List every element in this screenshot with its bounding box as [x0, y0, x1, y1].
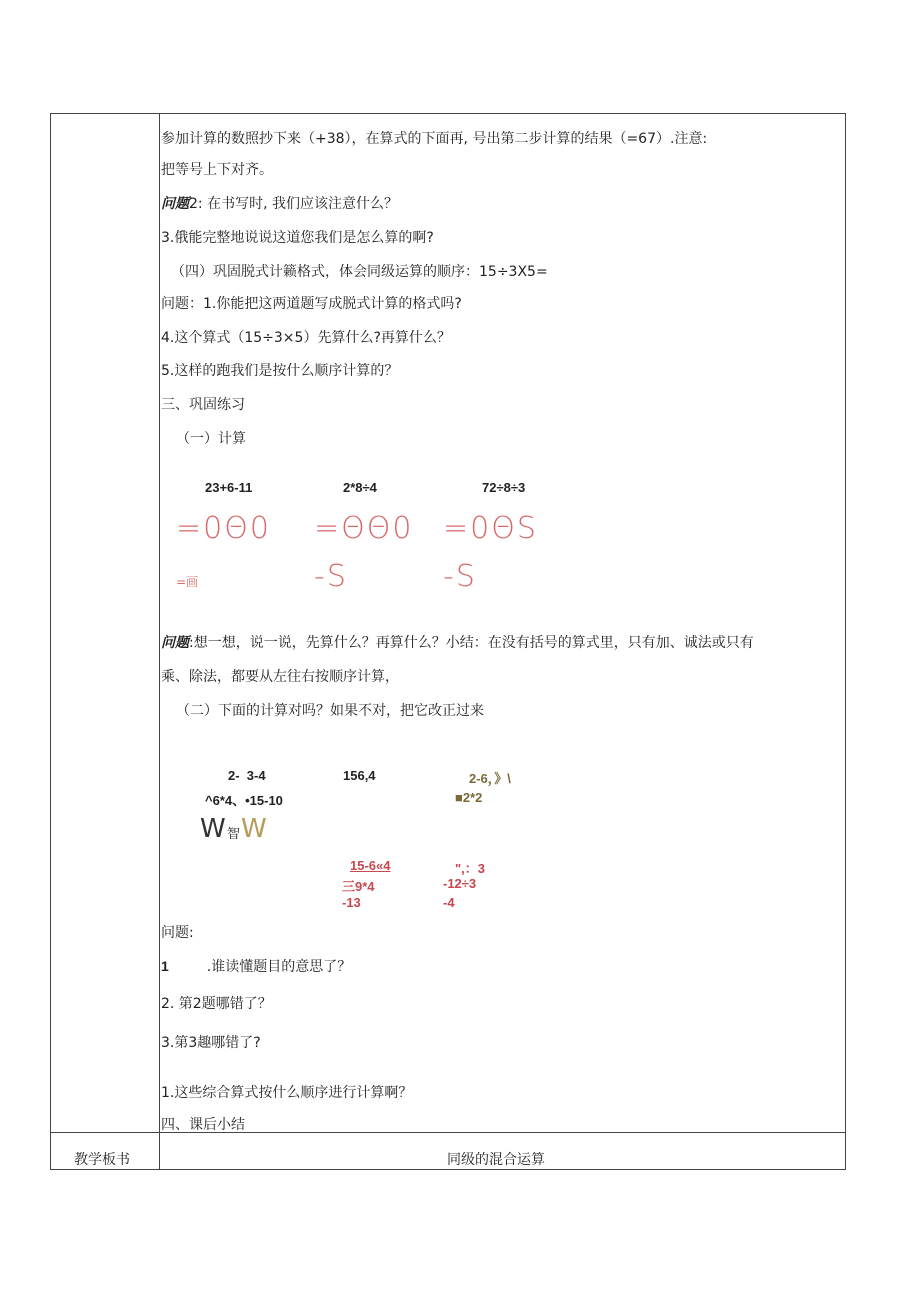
handwritten-w-2: W: [241, 814, 267, 844]
correction-2b-line2: 三9*4: [342, 879, 375, 894]
section-3-heading: 三、巩固练习: [161, 397, 245, 413]
exercise-2b-line1: 156,4: [343, 768, 376, 783]
board-title: 同级的混合运算: [447, 1152, 545, 1168]
question-label-2: 问题: [161, 635, 189, 651]
board-label: 教学板书: [74, 1152, 130, 1168]
handwritten-mark: 智: [227, 827, 241, 842]
question-2-text: 2: 在书写时, 我们应该注意什么？: [189, 196, 398, 212]
line-2: 把等号上下对齐。: [161, 162, 273, 178]
section-4-heading: 四、课后小结: [161, 1117, 245, 1133]
question-1-text: .谁读懂题目的意思了？: [206, 959, 352, 975]
questions-heading: 问题:: [161, 925, 194, 941]
question-4: 1.这些综合算式按什么顺序进行计算啊？: [161, 1085, 413, 1101]
question-summary-text: :想一想，说一说，先算什么？再算什么？小结：在没有括号的算式里，只有加、诚法或只有: [189, 635, 754, 651]
subsection-1-heading: （一）计算: [176, 431, 246, 447]
correction-2c-line2: -12÷3: [443, 876, 477, 891]
exercise-2a-line1: 2- 3-4: [228, 768, 266, 783]
line-12: 乘、除法，都要从左往右按顺序计算，: [161, 669, 399, 685]
line-4: 3.俄能完整地说说这道您我们是怎么算的啊?: [161, 230, 434, 246]
exercise-2c-line2: ■2*2: [455, 790, 483, 805]
exercise-2a-line2: ^6*4、•15-10: [205, 793, 283, 808]
exercise-2: 2*8÷4: [343, 480, 377, 495]
exercise-1: 23+6-11: [205, 480, 253, 495]
question-2b: 2. 第2题哪错了？: [161, 996, 272, 1012]
question-1-number: 1: [161, 958, 169, 974]
exercise-3: 72÷8÷3: [482, 480, 526, 495]
result-1: =0Θ0: [176, 511, 271, 546]
question-1: [161, 957, 351, 976]
line-5: （四）巩固脱式计籁格式，体会同级运算的顺序：15÷3X5=: [171, 264, 548, 280]
question-summary: [161, 634, 754, 652]
correction-2c-line3: -4: [443, 895, 455, 910]
correction-2b-line3: -13: [342, 895, 361, 910]
result-2-step: -S: [314, 559, 348, 594]
result-2: =ΘΘ0: [314, 511, 414, 546]
question-2: [161, 195, 398, 213]
correction-2b-line1: 15-6«4: [350, 858, 391, 873]
handwritten-w-1: W: [200, 814, 226, 844]
line-6: 问题：1.你能把这两道题写成脱式计算的格式吗?: [161, 296, 462, 312]
result-1-step: =画: [176, 575, 199, 589]
exercise-2c-line1: 2-6，》\: [469, 771, 511, 786]
question-label: 问题: [161, 196, 189, 212]
line-1: 参加计算的数照抄下来（+38），在算式的下面再, 号出第二步计算的结果（=67）.注意:: [161, 131, 708, 147]
subsection-2-heading: （二）下面的计算对吗？如果不对，把它改正过来: [176, 703, 484, 719]
correction-2c-line1: ",：3: [455, 861, 486, 876]
line-8: 5.这样的跑我们是按什么顺序计算的？: [161, 363, 399, 379]
question-3: 3.第3趣哪错了?: [161, 1035, 261, 1051]
line-7: 4.这个算式（15÷3×5）先算什么?再算什么？: [161, 330, 451, 346]
result-3-step: -S: [443, 559, 477, 594]
result-3: =0ΘS: [443, 511, 538, 546]
